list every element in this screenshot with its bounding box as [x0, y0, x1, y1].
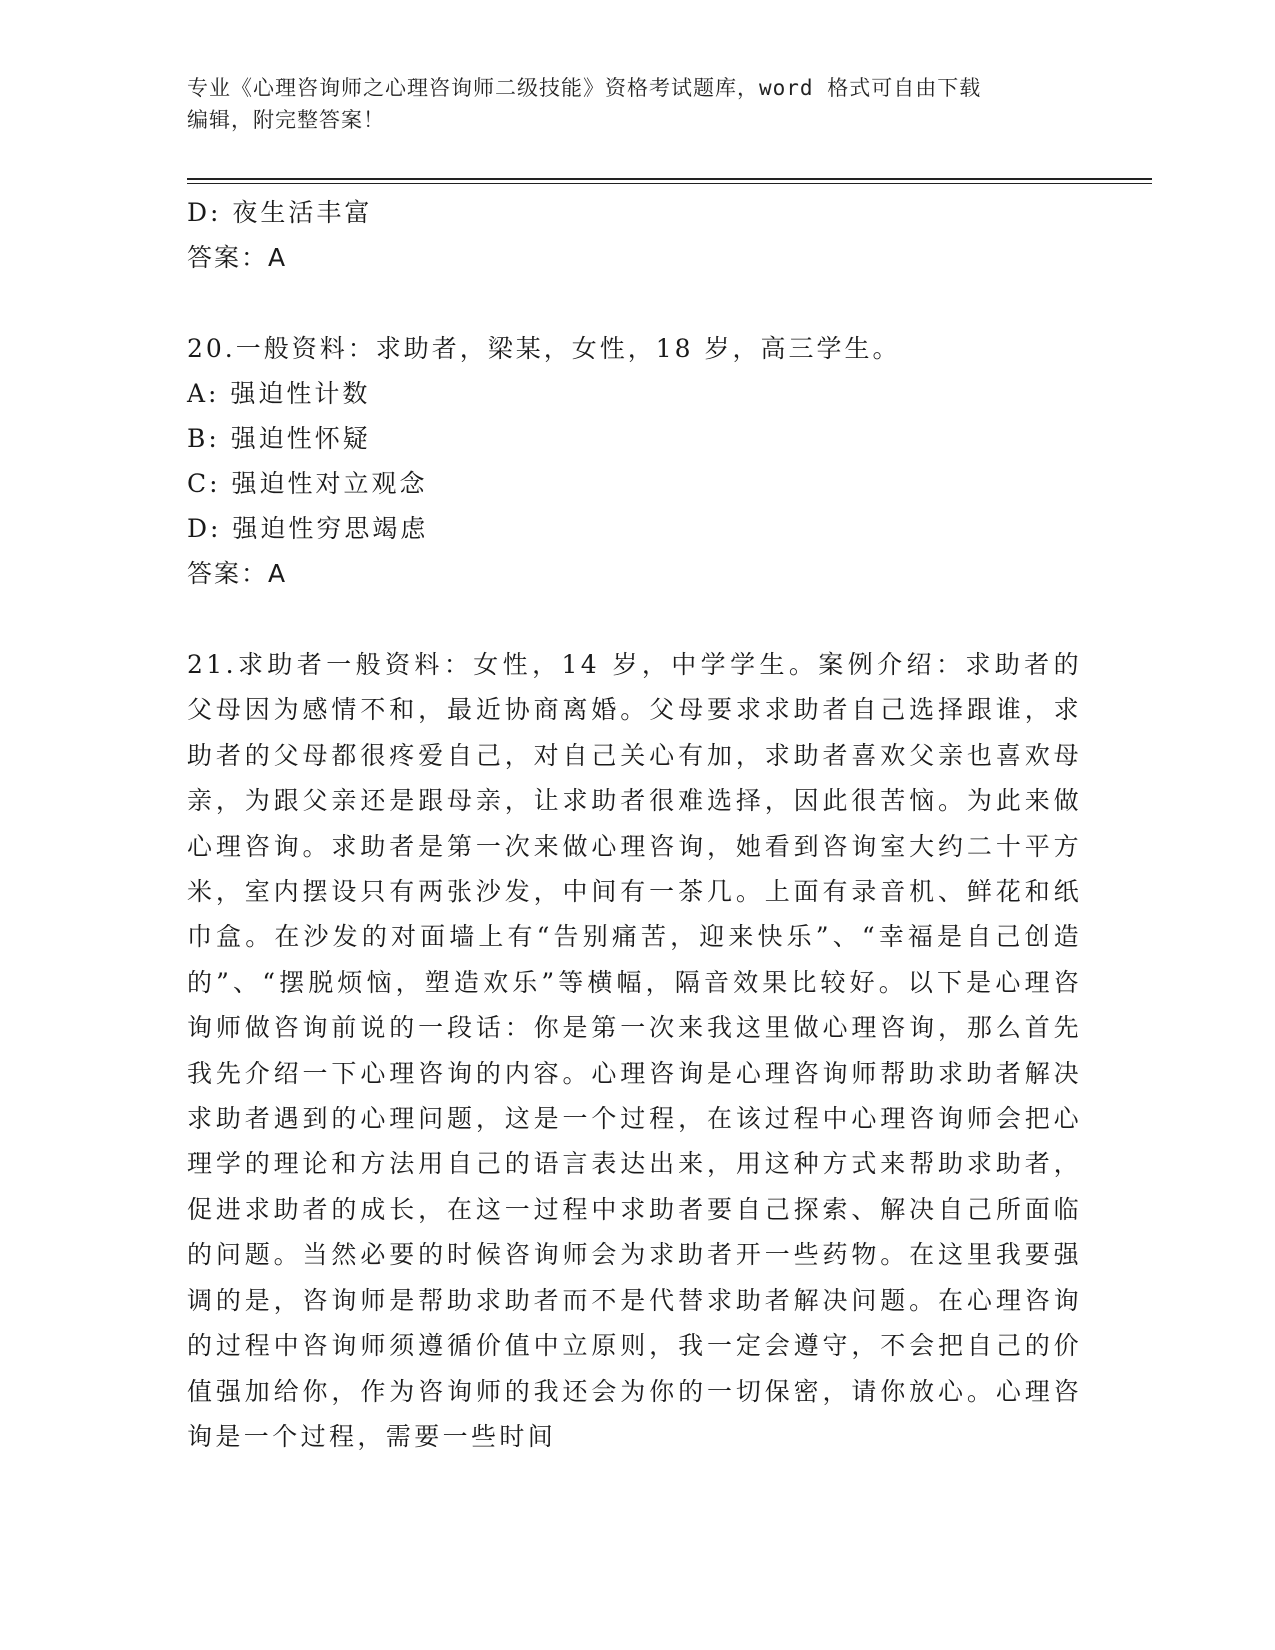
header-line-2: 编辑，附完整答案！	[187, 108, 385, 132]
q20-option-b: B: 强迫性怀疑	[187, 424, 371, 453]
q20-question: 20.一般资料：求助者，梁某，女性，18 岁，高三学生。	[187, 334, 901, 363]
q20-option-a: A: 强迫性计数	[187, 379, 371, 408]
q19-option-d: D: 夜生活丰富	[187, 198, 373, 227]
q21-question-text: 21.求助者一般资料：女性，14 岁，中学学生。案例介绍：求助者的父母因为感情不和，最近协商离婚。父母要求求助者自己选择跟谁，求助者的父母都很疼爱自己，对自己关心有加，求助者喜欢父亲也喜欢母亲，为跟父亲还是跟母亲，让求助者很难选择，因此很苦恼。为此来做心理咨询。求助者是第一次来做心理咨询，她看到咨询室大约二十平方米，室内摆设只有两张沙发，中间有一茶几。上面有录音机、鲜花和纸巾盒。在沙发的对面墙上有“告别痛苦，迎来快乐”、“幸福是自己创造的”、“摆脱烦恼，塑造欢乐”等横幅，隔音效果比较好。以下是心理咨询师做咨询前说的一段话：你是第一次来我这里做心理咨询，那么首先我先介绍一下心理咨询的内容。心理咨询是心理咨询师帮助求助者解决求助者遇到的心理问题，这是一个过程，在该过程中心理咨询师会把心理学的理论和方法用自己的语言表达出来，用这种方式来帮助求助者，促进求助者的成长，在这一过程中求助者要自己探索、解决自己所面临的问题。当然必要的时候咨询师会为求助者开一些药物。在这里我要强调的是，咨询师是帮助求助者而不是代替求助者解决问题。在心理咨询的过程中咨询师须遵循价值中立原则，我一定会遵守，不会把自己的价值强加给你，作为咨询师的我还会为你的一切保密，请你放心。心理咨询是一个过程，需要一些时间	[187, 650, 1082, 1451]
q20-option-c: C: 强迫性对立观念	[187, 469, 428, 498]
header-rule-thin	[187, 183, 1152, 184]
q20-answer: 答案：A	[187, 559, 288, 588]
header-line-1: 专业《心理咨询师之心理咨询师二级技能》资格考试题库，word 格式可自由下载	[187, 76, 982, 100]
document-header	[187, 72, 1087, 136]
q19-answer: 答案：A	[187, 243, 288, 272]
spacer	[187, 596, 1087, 642]
header-rule-thick	[187, 178, 1152, 180]
document-body	[187, 190, 1087, 1459]
q20-option-d: D: 强迫性穷思竭虑	[187, 514, 429, 543]
spacer	[187, 280, 1087, 326]
